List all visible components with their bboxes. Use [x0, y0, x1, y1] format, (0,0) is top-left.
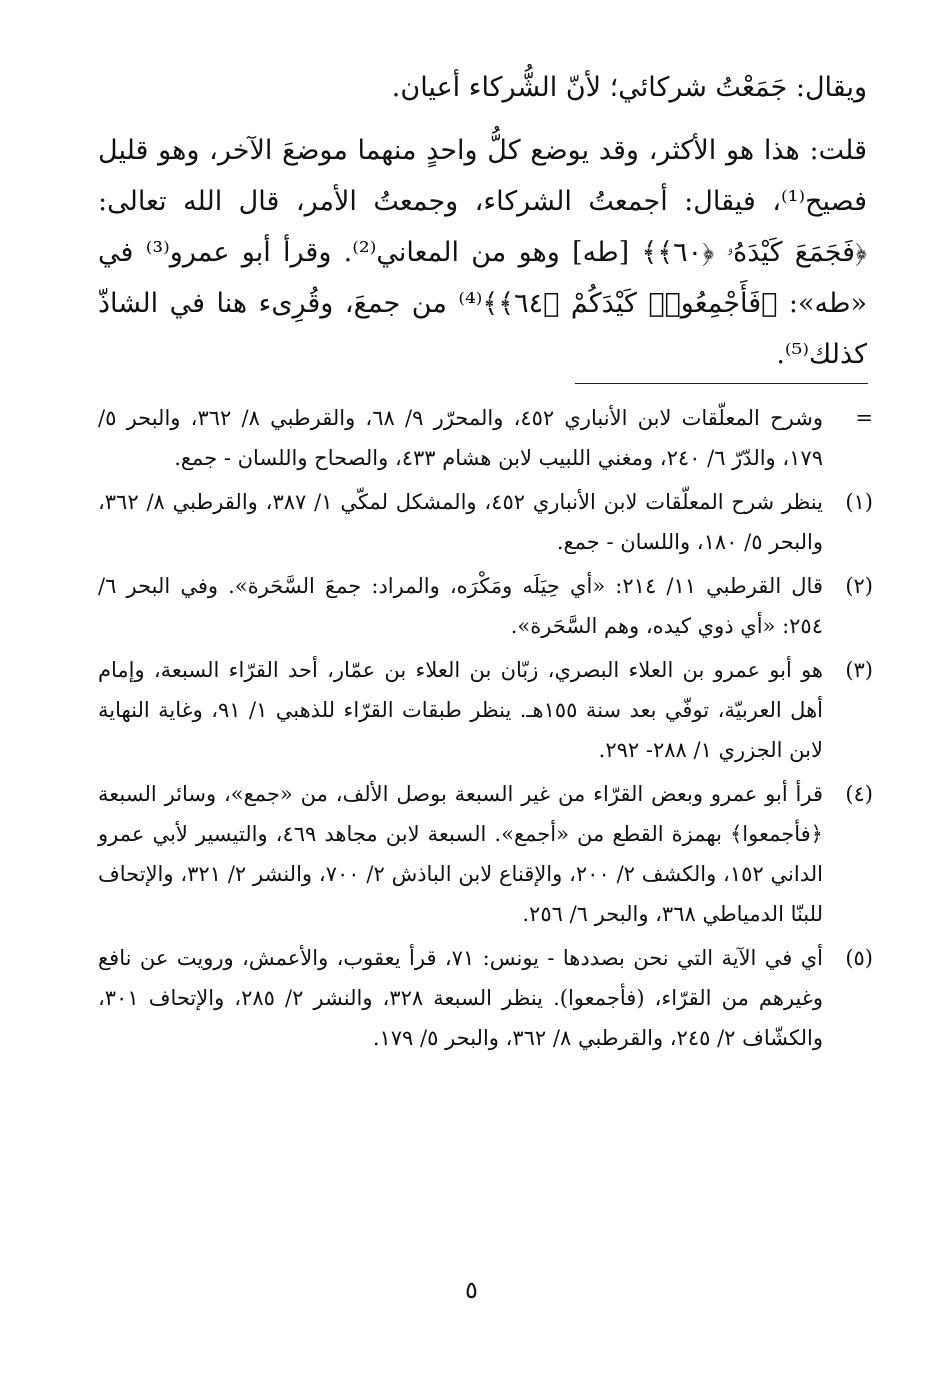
footnote-text: قال القرطبي ١١/ ٢١٤: «أي حِيَلَه ومَكْرَه، والمراد: جمعَ السَّحَرة». وفي البحر ٦/ ٢٥٤: «أي ذوي كيده، وهم السَّحَرة». — [98, 574, 823, 638]
footnote-marker: = — [855, 406, 873, 430]
footnote-5 — [98, 938, 873, 1058]
footnote-text: قرأ أبو عمرو وبعض القرّاء من غير السبعة بوصل الألف، من «جمع»، وسائر السبعة ﴿فأجمعوا﴾ بهمزة القطع من «أجمع». السبعة لابن مجاهد ٤٦٩، والتيسير لأبي عمرو الداني ١٥٢، والكشف ٢/ ٢٠٠، والإقناع لابن الباذش ٢/ ٧٠٠، والنشر ٢/ ٣٢١، والإتحاف للبنّا الدمياطي ٣٦٨، والبحر ٦/ ٢٥٦. — [98, 782, 823, 926]
main-text — [98, 62, 867, 380]
footnote-1 — [98, 482, 873, 562]
footnote-text: وشرح المعلّقات لابن الأنباري ٤٥٢، والمحرّر ٩/ ٦٨، والقرطبي ٨/ ٣٦٢، والبحر ٥/ ١٧٩، والدّرّ ٦/ ٢٤٠، ومغني اللبيب لابن هشام ٤٣٣، والصحاح واللسان - جمع. — [98, 406, 823, 470]
footnote-continuation — [98, 398, 873, 478]
footnote-divider — [575, 383, 868, 384]
page-number: ٥ — [465, 1276, 478, 1304]
paragraph-1: ويقال: جَمَعْتُ شركائي؛ لأنّ الشُّركاء أعيان. — [391, 72, 867, 103]
footnote-marker: (١) — [845, 490, 873, 514]
footnote-marker: (٣) — [845, 658, 873, 682]
footnote-marker: (٤) — [845, 782, 873, 806]
footnote-text: أي في الآية التي نحن بصددها - يونس: ٧١، قرأ يعقوب، والأعمش، ورويت عن نافع وغيرهم من القرّاء، (فأجمعوا). ينظر السبعة ٣٢٨، والنشر ٢/ ٢٨٥، والإتحاف ٣٠١، والكشّاف ٢/ ٢٤٥، والقرطبي ٨/ ٣٦٢، والبحر ٥/ ١٧٩. — [98, 946, 823, 1050]
footnote-marker: (٥) — [845, 946, 873, 970]
footnote-text: ينظر شرح المعلّقات لابن الأنباري ٤٥٢، والمشكل لمكّي ١/ ٣٨٧، والقرطبي ٨/ ٣٦٢، والبحر ٥/ ١٨٠، واللسان - جمع. — [98, 490, 823, 554]
paragraph-2: قلت: هذا هو الأكثر، وقد يوضع كلُّ واحدٍ منهما موضعَ الآخر، وهو قليل فصيح⁽¹⁾، فيقال: أجمعتُ الشركاء، وجمعتُ الأمر، قال الله تعالى: ﴿فَجَمَعَ كَيْدَهُۥ ﴿٦٠﴾﴾ [طه] وهو من المعاني⁽²⁾. وقرأ أبو عمرو⁽³⁾ في «طه»: ﴿فَأَجْمِعُوا۟ كَيْدَكُمْ ﴿٦٤﴾﴾⁽⁴⁾ من جمعَ، وقُرِىء هنا في الشاذّ كذلك⁽⁵⁾. — [98, 135, 867, 370]
footnotes — [98, 398, 873, 1062]
footnote-4 — [98, 774, 873, 934]
footnote-text: هو أبو عمرو بن العلاء البصري، زبّان بن العلاء بن عمّار، أحد القرّاء السبعة، وإمام أهل العربيّة، توفّي بعد سنة ١٥٥هـ. ينظر طبقات القرّاء للذهبي ١/ ٩١، وغاية النهاية لابن الجزري ١/ ٢٨٨- ٢٩٢. — [98, 658, 823, 762]
footnote-3 — [98, 650, 873, 770]
footnote-2 — [98, 566, 873, 646]
footnote-marker: (٢) — [845, 574, 873, 598]
